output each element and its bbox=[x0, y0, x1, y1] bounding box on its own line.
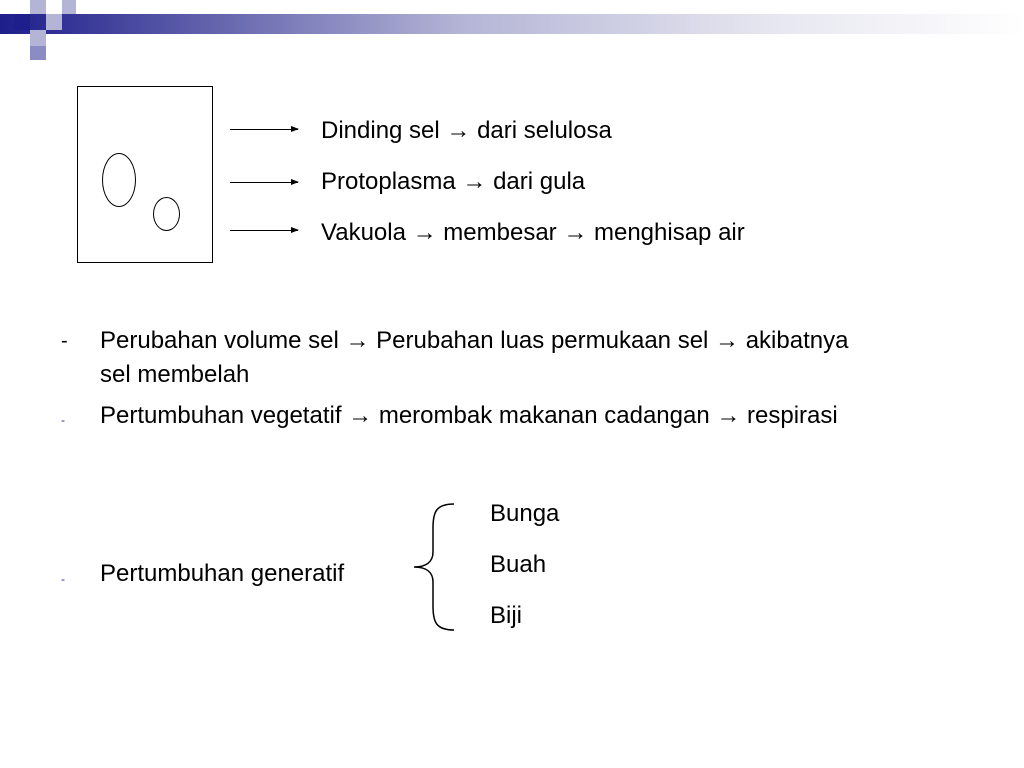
generatif-item-buah: Buah bbox=[490, 551, 547, 578]
header-square-light bbox=[30, 0, 46, 14]
arrow-right-icon bbox=[230, 129, 298, 130]
bullet-text-vegetatif: Pertumbuhan vegetatif → merombak makanan cadangan → respirasi bbox=[100, 402, 838, 429]
vacuole-large bbox=[102, 153, 136, 207]
header-square-light bbox=[62, 0, 76, 14]
generatif-item-bunga: Bunga bbox=[490, 500, 560, 527]
generatif-item-biji: Biji bbox=[490, 602, 523, 629]
bullet-marker: - bbox=[61, 330, 68, 352]
bullet-text-volume-sel: Perubahan volume sel → Perubahan luas permukaan sel → akibatnya sel membelah bbox=[100, 327, 849, 388]
cell-diagram bbox=[77, 86, 213, 263]
cell-label-protoplasma: Protoplasma → dari gula bbox=[321, 168, 586, 195]
bullet-text-generatif: Pertumbuhan generatif bbox=[100, 560, 345, 587]
bullet-marker: - bbox=[61, 572, 65, 586]
bullet-marker: - bbox=[61, 413, 65, 427]
header-square-light bbox=[30, 30, 46, 46]
header-square-light bbox=[46, 14, 62, 30]
cell-label-dinding-sel: Dinding sel → dari selulosa bbox=[321, 117, 612, 144]
vacuole-small bbox=[153, 197, 180, 231]
arrow-right-icon bbox=[230, 230, 298, 231]
header-square-mid bbox=[30, 46, 46, 60]
header-gradient-band bbox=[0, 14, 1024, 34]
curly-brace-icon bbox=[408, 500, 458, 634]
header-square-dark bbox=[14, 14, 30, 30]
arrow-right-icon bbox=[230, 182, 298, 183]
cell-label-vakuola: Vakuola → membesar → menghisap air bbox=[321, 219, 745, 246]
